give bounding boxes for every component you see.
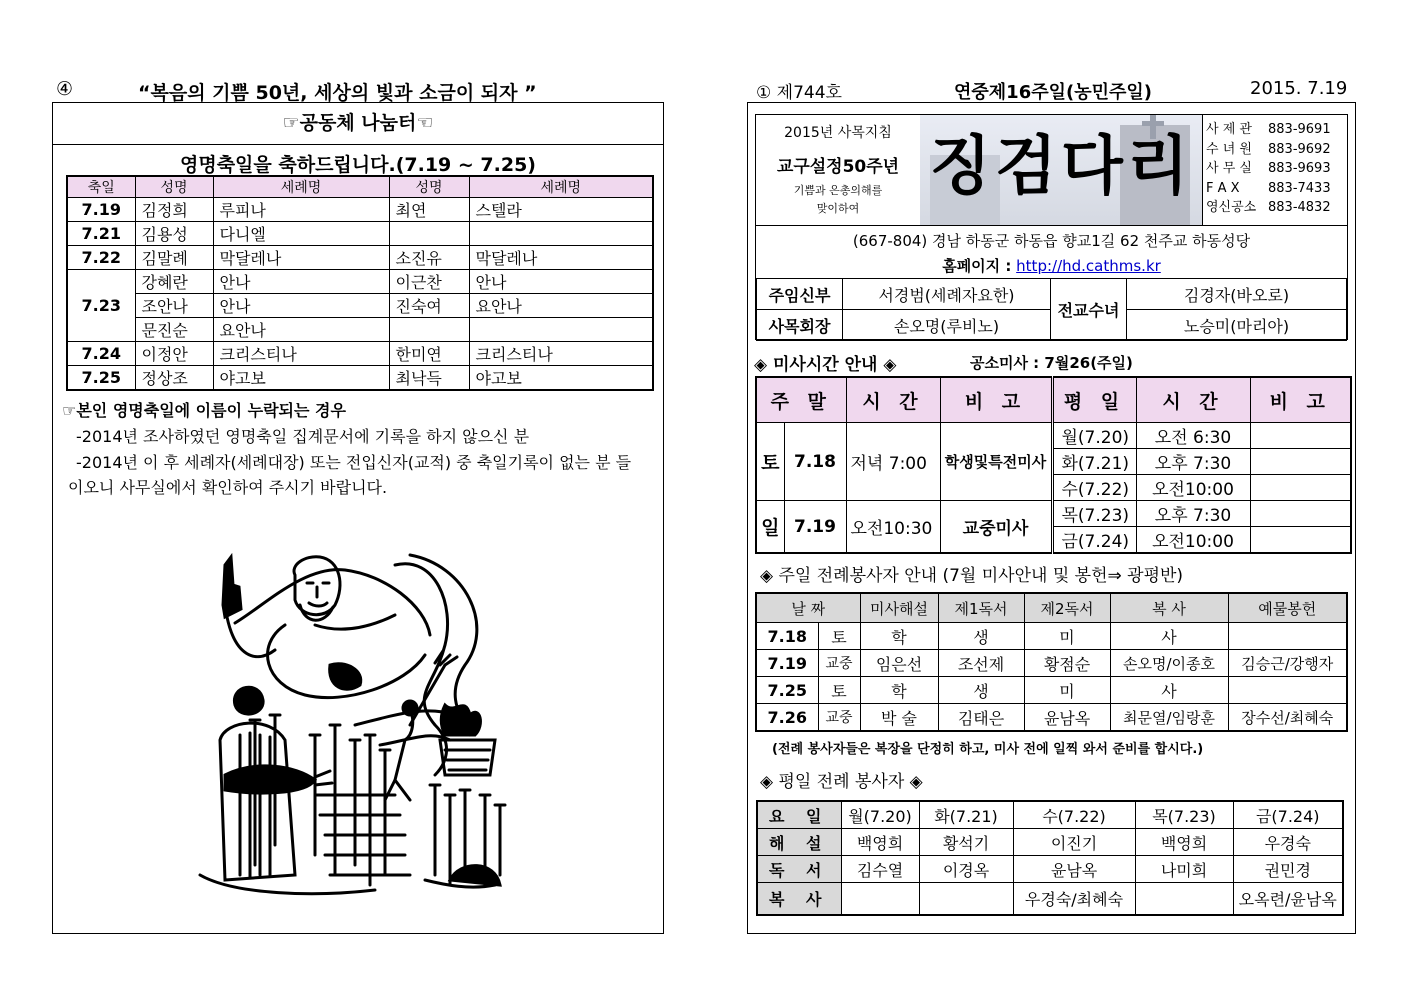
person-name: 최연 [389,198,469,222]
person-name [389,318,469,342]
pastor-name: 서경범(세례자요한) [843,279,1051,310]
weekday-server-day: 수(7.22) [1013,801,1135,829]
contact-item [1206,179,1331,199]
person-name [389,222,469,246]
issue-date: 2015. 7.19 [1250,78,1348,99]
homepage-link[interactable]: http://hd.cathms.kr [1016,257,1161,275]
weekday-server-name [919,883,1013,915]
contact-phone: 883-9691 [1268,122,1331,137]
pastor-label: 주임신부 [757,279,843,310]
divider [756,225,1347,226]
weekday-server-name: 백영희 [841,829,919,856]
mass-time: 저녁 7:00 [846,423,940,501]
liturgy-cell: 장수선/최혜숙 [1228,704,1347,732]
person-name: 소진유 [389,246,469,270]
council-name: 손오명(루비노) [843,310,1051,341]
person-name: 강혜란 [135,270,213,294]
omission-note-title: ☞본인 영명축일에 이름이 누락되는 경우 [62,401,346,420]
liturgy-date: 7.25 [756,677,818,704]
weekday-note [1250,501,1351,527]
baptismal-name: 다니엘 [213,222,389,246]
sister-label: 전교수녀 [1051,279,1127,341]
feast-date: 7.23 [67,270,135,342]
feast-date: 7.21 [67,222,135,246]
weekday-day: 화(7.21) [1052,449,1136,475]
weekday-server-name [1135,883,1233,915]
mass-time: 오전10:30 [846,501,940,554]
baptismal-name: 요안나 [469,294,653,318]
header-weekend-time: 시 간 [846,377,940,423]
weekday-server-day: 금(7.24) [1233,801,1343,829]
pastoral-line-1: 2015년 사목지침 [784,125,892,141]
feast-date: 7.24 [67,342,135,366]
omission-note-line-1: -2014년 조사하였던 영명축일 집계문서에 기록을 하지 않으신 분 [76,427,530,446]
weekday-role-label: 독 서 [757,856,841,883]
contact-item [1206,140,1331,160]
liturgy-header-row [756,593,1347,623]
liturgy-servers-table [755,592,1348,732]
contact-phone: 883-9692 [1268,141,1331,157]
baptismal-name: 크리스티나 [469,342,653,366]
pastoral-line-2: 교구설정50주년 [776,157,900,177]
table-row [67,246,653,270]
feast-date: 7.25 [67,366,135,391]
weekday-server-name: 우경숙 [1233,829,1343,856]
liturgy-cell: 학 [860,623,938,650]
table-row [67,294,653,318]
liturgy-footnote: (전례 봉사자들은 복장을 단정히 하고, 미사 전에 일찍 와서 준비를 합시다.) [772,742,1204,757]
liturgy-cell: 손오명/이종호 [1110,650,1228,677]
baptismal-name: 요안나 [213,318,389,342]
contact-label: 사 제 관 [1206,122,1252,137]
sister-name-1: 김경자(바오로) [1127,279,1347,310]
table-row [756,650,1347,677]
liturgy-cell: 미 [1024,677,1110,704]
issue-number: ① 제744호 [756,83,842,103]
omission-note-line-3: 이오니 사무실에서 확인하여 주시기 바랍니다. [68,478,388,497]
homepage-line [756,255,1347,276]
staff-table [756,278,1347,341]
weekday-server-day: 목(7.23) [1135,801,1233,829]
feast-day-table [66,175,654,391]
weekday-server-name: 이경옥 [919,856,1013,883]
baptismal-name: 야고보 [469,366,653,391]
table-row [756,623,1347,650]
weekday-role-label: 복 사 [757,883,841,915]
feast-date: 7.22 [67,246,135,270]
weekday-time: 오후 7:30 [1136,501,1250,527]
table-row [756,423,1351,449]
liturgy-cell [1228,677,1347,704]
weekday-day: 수(7.22) [1052,475,1136,501]
baptismal-name: 막달레나 [469,246,653,270]
mass-day: 일 [756,501,784,554]
weekday-server-name: 나미희 [1135,856,1233,883]
liturgy-cell: 황점순 [1024,650,1110,677]
liturgy-cell: 박 술 [860,704,938,732]
table-row [757,829,1343,856]
header-weekend: 주 말 [756,377,846,423]
weekday-day: 월(7.20) [1052,423,1136,449]
newsletter-logo: 징검다리 [929,129,1193,204]
person-name: 최낙득 [389,366,469,391]
liturgy-mass-type: 토 [818,623,860,650]
homepage-label: 홈페이지 : [942,257,1012,275]
header-date: 날 짜 [756,593,860,623]
pastoral-line-4: 맞이하여 [816,202,860,215]
weekday-server-day: 화(7.21) [919,801,1013,829]
weekday-server-name: 김수열 [841,856,919,883]
table-row [67,222,653,246]
liturgy-cell: 미 [1024,623,1110,650]
omission-note-line-2: -2014년 이 후 세례자(세례대장) 또는 전입신자(교적) 중 축일기록이 없는 분 들 [76,453,632,472]
sunday-title: 연중제16주일(농민주일) [954,82,1152,103]
contact-label: 수 녀 원 [1206,141,1252,157]
pastoral-line-3: 기쁨과 은총의해를 [793,184,883,197]
header-reading-1: 제1독서 [938,593,1024,623]
table-row [67,318,653,342]
header-commentator: 미사해설 [860,593,938,623]
person-name: 이근찬 [389,270,469,294]
table-row [757,279,1347,310]
liturgy-cell: 윤남옥 [1024,704,1110,732]
mass-date: 7.18 [784,423,846,501]
liturgy-date: 7.26 [756,704,818,732]
weekday-time: 오전 6:30 [1136,423,1250,449]
liturgy-cell: 사 [1110,623,1228,650]
weekday-server-name: 권민경 [1233,856,1343,883]
weekday-header-label: 요 일 [757,801,841,829]
weekday-day: 목(7.23) [1052,501,1136,527]
contact-phone: 883-9693 [1268,161,1331,176]
header-altar-server: 복 사 [1110,593,1228,623]
baptismal-name: 안나 [213,294,389,318]
person-name: 문진순 [135,318,213,342]
person-name: 한미연 [389,342,469,366]
liturgy-cell: 학 [860,677,938,704]
weekday-server-name: 우경숙/최혜숙 [1013,883,1135,915]
header-name-2: 성명 [389,176,469,198]
baptismal-name: 안나 [213,270,389,294]
liturgy-mass-type: 토 [818,677,860,704]
table-row [757,883,1343,915]
table-row [67,270,653,294]
weekday-note [1250,449,1351,475]
header-weekend-note: 비 고 [940,377,1052,423]
liturgy-cell: 생 [938,677,1024,704]
header-feast-date: 축일 [67,176,135,198]
church-photo [920,115,1203,225]
weekday-servers-title: ◈ 평일 전례 봉사자 ◈ [760,772,923,792]
table-row [757,801,1343,829]
contact-item [1206,198,1331,218]
weekday-time: 오후 7:30 [1136,449,1250,475]
mass-schedule-title: ◈ 미사시간 안내 ◈ [754,355,897,375]
liturgy-cell [1228,623,1347,650]
weekday-day: 금(7.24) [1052,527,1136,554]
harvest-illustration [195,545,530,910]
header-weekday-time: 시 간 [1136,377,1250,423]
liturgy-cell: 김승근/강행자 [1228,650,1347,677]
mission-mass-note: 공소미사 : 7월26(주일) [970,354,1133,372]
header-reading-2: 제2독서 [1024,593,1110,623]
left-page-number: ④ [56,78,74,100]
weekday-note [1250,475,1351,501]
liturgy-cell: 임은선 [860,650,938,677]
weekday-server-name: 황석기 [919,829,1013,856]
table-row [67,342,653,366]
weekday-server-name [841,883,919,915]
header-name-1: 성명 [135,176,213,198]
contact-label: F A X [1206,180,1240,196]
liturgy-date: 7.18 [756,623,818,650]
baptismal-name: 안나 [469,270,653,294]
mass-note: 교중미사 [940,501,1052,554]
liturgy-cell: 생 [938,623,1024,650]
liturgy-cell: 김태은 [938,704,1024,732]
weekday-time: 오전10:00 [1136,527,1250,554]
contact-list [1206,120,1331,218]
mass-header-row [756,377,1351,423]
weekday-server-name: 이진기 [1013,829,1135,856]
mass-schedule-table [755,376,1352,554]
baptismal-name [469,222,653,246]
liturgy-cell: 사 [1110,677,1228,704]
weekday-role-label: 해 설 [757,829,841,856]
baptismal-name [469,318,653,342]
mass-day: 토 [756,423,784,501]
community-section-title: ☞공동체 나눔터☜ [52,102,664,145]
sister-name-2: 노승미(마리아) [1127,310,1347,341]
weekday-server-name: 오옥련/윤남옥 [1233,883,1343,915]
header-baptismal-name-2: 세례명 [469,176,653,198]
weekday-time: 오전10:00 [1136,475,1250,501]
liturgy-mass-type: 교중 [818,704,860,732]
baptismal-name: 루피나 [213,198,389,222]
baptismal-name: 크리스티나 [213,342,389,366]
weekday-note [1250,423,1351,449]
weekday-note [1250,527,1351,554]
council-label: 사목회장 [757,310,843,341]
mass-date: 7.19 [784,501,846,554]
table-row [756,677,1347,704]
person-name: 김정희 [135,198,213,222]
contact-phone: 883-4832 [1268,200,1331,215]
person-name: 정상조 [135,366,213,391]
table-row [756,501,1351,527]
header-weekday: 평 일 [1052,377,1136,423]
weekday-server-name: 백영희 [1135,829,1233,856]
table-row [67,198,653,222]
liturgy-mass-type: 교중 [818,650,860,677]
feast-header-row [67,176,653,198]
baptismal-name: 스텔라 [469,198,653,222]
header-baptismal-name-1: 세례명 [213,176,389,198]
contact-label: 영신공소 [1206,200,1257,215]
weekday-server-name: 윤남옥 [1013,856,1135,883]
person-name: 김말례 [135,246,213,270]
table-row [67,366,653,391]
weekday-server-day: 월(7.20) [841,801,919,829]
liturgy-date: 7.19 [756,650,818,677]
table-row [756,704,1347,732]
header-offertory: 예물봉헌 [1228,593,1347,623]
person-name: 진숙여 [389,294,469,318]
table-row [757,856,1343,883]
baptismal-name: 막달레나 [213,246,389,270]
liturgy-cell: 최문열/임랑훈 [1110,704,1228,732]
header-weekday-note: 비 고 [1250,377,1351,423]
person-name: 조안나 [135,294,213,318]
liturgy-cell: 조선제 [938,650,1024,677]
person-name: 이정안 [135,342,213,366]
contact-phone: 883-7433 [1268,180,1331,196]
contact-label: 사 무 실 [1206,161,1252,176]
baptismal-name: 야고보 [213,366,389,391]
person-name: 김용성 [135,222,213,246]
feast-date: 7.19 [67,198,135,222]
mass-note: 학생및특전미사 [940,423,1052,501]
contact-item [1206,159,1331,179]
liturgy-servers-title: ◈ 주일 전례봉사자 안내 (7월 미사안내 및 봉헌⇒ 광평반) [760,566,1184,586]
weekday-servers-table [756,800,1344,916]
parish-address: (667-804) 경남 하동군 하동읍 향교1길 62 천주교 하동성당 [852,232,1251,250]
contact-item [1206,120,1331,140]
motto: “복음의 기쁨 50년, 세상의 빛과 소금이 되자 ” [138,82,537,104]
feast-day-title: 영명축일을 축하드립니다.(7.19 ~ 7.25) [179,154,536,176]
